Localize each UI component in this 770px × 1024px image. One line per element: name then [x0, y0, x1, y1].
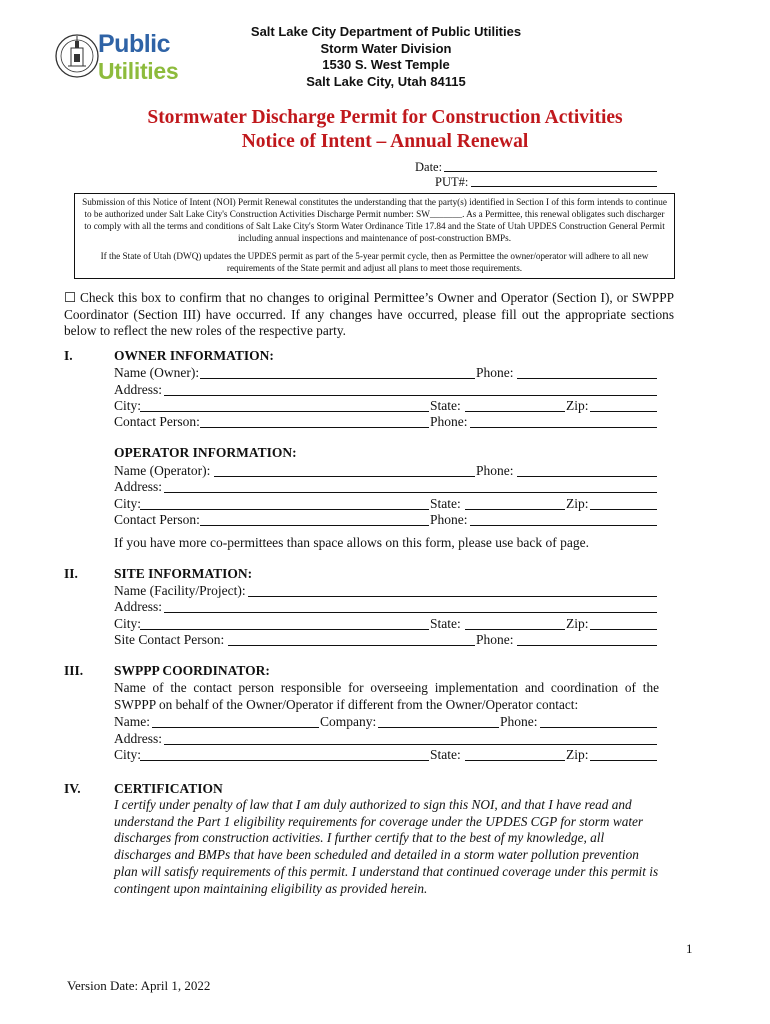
department-address: [200, 24, 572, 90]
swppp-company-label: Company:: [320, 714, 377, 729]
date-field[interactable]: [444, 171, 657, 172]
swppp-company-field[interactable]: [378, 727, 499, 728]
owner-contact-label: Contact Person:: [114, 414, 200, 429]
put-number-field[interactable]: [471, 186, 657, 187]
owner-name-field[interactable]: [200, 378, 475, 379]
logo-wordmark-public: Public: [98, 30, 171, 58]
facility-name-label: Name (Facility/Project):: [114, 583, 246, 598]
owner-zip-label: Zip:: [566, 398, 589, 413]
site-zip-field[interactable]: [590, 629, 657, 630]
notice-paragraph: If the State of Utah (DWQ) updates the UPDES permit as part of the 5-year permit cycle, then as Permittee the owner/operator will adhere to all new requirements of the State permit and adjust all plans to meet those requirements.: [100, 251, 649, 273]
operator-city-field[interactable]: [140, 509, 429, 510]
owner-city-label: City:: [114, 398, 142, 413]
site-heading: SITE INFORMATION:: [114, 566, 253, 581]
section-number: II.: [64, 566, 78, 581]
site-address-label: Address:: [114, 599, 162, 614]
swppp-name-field[interactable]: [152, 727, 319, 728]
date-label: Date:: [415, 160, 443, 174]
site-zip-label: Zip:: [566, 616, 589, 631]
operator-address-label: Address:: [114, 479, 162, 494]
notice-box: [74, 193, 675, 279]
site-state-label: State:: [430, 616, 461, 631]
site-state-field[interactable]: [465, 629, 565, 630]
operator-contact-phone-field[interactable]: [470, 525, 657, 526]
operator-contact-phone-label: Phone:: [430, 512, 468, 527]
site-city-label: City:: [114, 616, 142, 631]
site-phone-label: Phone:: [476, 632, 514, 647]
section-number: IV.: [64, 781, 81, 796]
owner-zip-field[interactable]: [590, 411, 657, 412]
site-contact-field[interactable]: [228, 645, 475, 646]
dept-line: Storm Water Division: [320, 40, 452, 56]
owner-contact-field[interactable]: [200, 427, 429, 428]
document-subtitle: Notice of Intent – Annual Renewal: [241, 131, 529, 152]
operator-state-label: State:: [430, 496, 461, 511]
owner-state-label: State:: [430, 398, 461, 413]
owner-name-label: Name (Owner):: [114, 365, 200, 380]
document-title: Stormwater Discharge Permit for Construction Activities: [147, 107, 623, 128]
public-utilities-logo: [54, 30, 186, 86]
put-label: PUT#:: [435, 175, 469, 189]
operator-phone-label: Phone:: [476, 463, 514, 478]
operator-address-field[interactable]: [164, 492, 657, 493]
operator-zip-field[interactable]: [590, 509, 657, 510]
section-number: I.: [64, 348, 73, 363]
site-address-field[interactable]: [164, 612, 657, 613]
operator-city-label: City:: [114, 496, 142, 511]
site-contact-label: Site Contact Person:: [114, 632, 225, 647]
certification-text: I certify under penalty of law that I am duly authorized to sign this NOI, and that I have read and understand the Part 1 eligibility requirements for coverage under the UPDES CGP for storm water discharges from construction activities. I further certify that to the best of my knowledge, all discharges and BMPs that have been scheduled and detailed in a storm water pollution prevention plan will satisfy requirements of this permit. I understand that continued coverage under this permit is contingent upon maintaining eligibility as provided herein.: [114, 797, 659, 896]
owner-phone-label: Phone:: [476, 365, 514, 380]
swppp-name-label: Name:: [114, 714, 150, 729]
owner-state-field[interactable]: [465, 411, 565, 412]
operator-name-field[interactable]: [214, 476, 475, 477]
operator-contact-label: Contact Person:: [114, 512, 200, 527]
no-changes-checkbox[interactable]: ☐ Check this box to confirm that no changes to original Permittee’s Owner and Operator (Section I), or SWPPP Coordinator (Section III) have occurred. If any changes have occurred, please fill out the appropriate sections below to reflect the new roles of the respective party.: [64, 290, 674, 338]
swppp-state-field[interactable]: [465, 760, 565, 761]
copermittee-note: If you have more co-permittees than space allows on this form, please use back of page.: [114, 535, 589, 550]
operator-contact-field[interactable]: [200, 525, 429, 526]
site-phone-field[interactable]: [517, 645, 657, 646]
swppp-address-field[interactable]: [164, 744, 657, 745]
owner-contact-phone-field[interactable]: [470, 427, 657, 428]
owner-address-field[interactable]: [164, 395, 657, 396]
operator-state-field[interactable]: [465, 509, 565, 510]
swppp-city-field[interactable]: [140, 760, 429, 761]
swppp-address-label: Address:: [114, 731, 162, 746]
swppp-zip-label: Zip:: [566, 747, 589, 762]
city-seal-icon: [54, 30, 100, 82]
site-city-field[interactable]: [140, 629, 429, 630]
facility-name-field[interactable]: [248, 596, 657, 597]
page-number: 1: [686, 941, 693, 956]
swppp-phone-label: Phone:: [500, 714, 538, 729]
operator-zip-label: Zip:: [566, 496, 589, 511]
dept-line: Salt Lake City, Utah 84115: [306, 73, 466, 89]
swppp-description: Name of the contact person responsible for overseeing implementation and coordination of the SWPPP on behalf of the Owner/Operator if different from the Owner/Operator contact:: [114, 680, 659, 712]
operator-name-label: Name (Operator):: [114, 463, 211, 478]
dept-line: Salt Lake City Department of Public Utilities: [250, 24, 522, 39]
logo-wordmark-utilities: Utilities: [98, 58, 179, 84]
section-number: III.: [64, 663, 84, 678]
owner-address-label: Address:: [114, 382, 162, 397]
certification-heading: CERTIFICATION: [114, 781, 223, 796]
owner-heading: OWNER INFORMATION:: [114, 348, 274, 363]
dept-line: 1530 S. West Temple: [322, 57, 450, 72]
swppp-state-label: State:: [430, 747, 461, 762]
swppp-heading: SWPPP COORDINATOR:: [114, 663, 270, 678]
owner-contact-phone-label: Phone:: [430, 414, 468, 429]
operator-heading: OPERATOR INFORMATION:: [114, 445, 297, 460]
version-date: Version Date: April 1, 2022: [67, 978, 211, 993]
notice-paragraph: Submission of this Notice of Intent (NOI) Permit Renewal constitutes the understanding that the party(s) identified in Section I of this form intends to continue to be authorized under Salt Lake City's Construction Activities Discharge Permit number: SW_______. As a Permittee, this renewal obligates such discharger to comply with all the terms and conditions of Salt Lake City's Storm Water Ordinance Title 17.84 and the State of Utah UPDES Construction General Permit including annual inspections and maintenance of post-construction BMPs.: [82, 197, 667, 243]
swppp-zip-field[interactable]: [590, 760, 657, 761]
swppp-phone-field[interactable]: [540, 727, 657, 728]
swppp-city-label: City:: [114, 747, 142, 762]
owner-phone-field[interactable]: [517, 378, 657, 379]
operator-phone-field[interactable]: [517, 476, 657, 477]
owner-city-field[interactable]: [140, 411, 429, 412]
